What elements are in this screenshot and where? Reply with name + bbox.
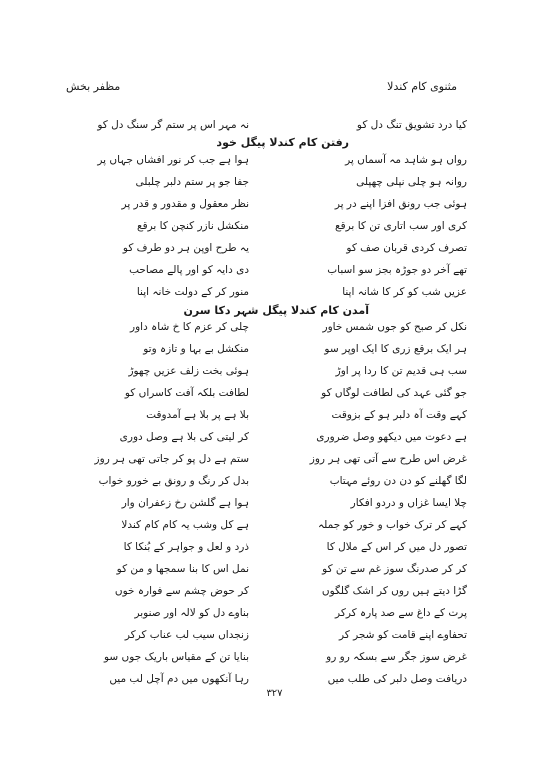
verse-first-hemistich: کری اور سب اتاری تن کا برقع bbox=[335, 220, 467, 232]
verse-first-hemistich: نکل کر صبح کو جوں شمس خاور bbox=[322, 321, 467, 333]
verse-second-hemistich: چلی کر عزم کا خ شاہ داور bbox=[130, 321, 249, 333]
verse-first-hemistich: کہے وقت آہ دلبر ہو کے بزوقت bbox=[331, 409, 467, 421]
verse-first-hemistich: ہر ایک برقع زری کا ایک اوپر سو bbox=[324, 343, 467, 355]
verse-second-hemistich: بنایا تن کے مقیاس باریک جوں سو bbox=[104, 651, 249, 663]
verse-second-hemistich: ہوئی بخت زلف عزیں چھوڑ bbox=[128, 365, 249, 377]
verse-first-hemistich: غرض سوز جگر سے بسکہ رو رو bbox=[326, 651, 467, 663]
verse-second-hemistich: بناوے دل کو لالہ اور صنوبر bbox=[134, 607, 249, 619]
verse-second-hemistich: منکشل نازر کنچن کا برقع bbox=[137, 220, 249, 232]
verse-first-hemistich: کیا درد تشویق تنگ دل کو bbox=[356, 119, 467, 131]
verse-second-hemistich: منکشل بے بہا و تازہ وتو bbox=[143, 343, 249, 355]
verse-second-hemistich: بدل کر رنگ و رونق بے خورو خواب bbox=[98, 475, 249, 487]
verse-second-hemistich: ستم ہے دل پو کر جاتی تھی ہر روز bbox=[94, 453, 249, 465]
verse-first-hemistich: ہوئی جب رونق افزا اپنے در پر bbox=[334, 198, 467, 210]
verse-first-hemistich: روانہ ہو چلی نپلی چھپلی bbox=[356, 176, 467, 188]
verse-first-hemistich: لگا گھلنے کو دن دن روئے مہتاب bbox=[329, 475, 467, 487]
section-heading: رفتن کام کندلا پیگل خود bbox=[216, 136, 349, 149]
verse-first-hemistich: ہے دعوت میں دیکھو وصل ضروری bbox=[316, 431, 467, 443]
verse-second-hemistich: کر حوض چشم سے فوارہ خوں bbox=[114, 585, 249, 597]
verse-first-hemistich: غرض اس طرح سے آتی تھی ہر روز bbox=[309, 453, 467, 465]
verse-first-hemistich: تھے آخر دو جوڑہ بجز سو اسباب bbox=[327, 264, 467, 276]
verse-second-hemistich: ہوا ہے گلشن رخ زعفران وار bbox=[121, 497, 249, 509]
verse-first-hemistich: جو گئی عہد کی لطافت لوگاں کو bbox=[321, 387, 467, 399]
verse-second-hemistich: بلا ہے پر بلا ہے آمدوقت bbox=[146, 409, 249, 421]
verse-second-hemistich: کر لیتی کی بلا ہے وصل دوری bbox=[119, 431, 249, 443]
header-left-author: مظفر بخش bbox=[66, 80, 121, 93]
verse-second-hemistich: دی دایہ کو اور پالے مصاحب bbox=[129, 264, 249, 276]
verse-first-hemistich: رواں ہو شاہد مہ آسماں پر bbox=[345, 154, 467, 166]
verse-first-hemistich: دریافت وصل دلبر کی طلب میں bbox=[327, 673, 467, 685]
verse-first-hemistich: گڑا دیتے ہیں روں کر اشک گلگوں bbox=[321, 585, 467, 597]
verse-second-hemistich: ذرد و لعل و جواہر کے بُنکا کا bbox=[123, 541, 249, 553]
verse-first-hemistich: کہے کر ترک خواب و خور کو جملہ bbox=[318, 519, 467, 531]
verse-second-hemistich: نہ مہر اس پر ستم گر سنگ دل کو bbox=[97, 119, 249, 131]
verse-first-hemistich: پرت کے داغ سے صد پارہ کرکر bbox=[335, 607, 467, 619]
verse-second-hemistich: جفا جو پر ستم دلبر چلبلی bbox=[135, 176, 249, 188]
verse-first-hemistich: عزیں شب کو کر کا شانہ اپنا bbox=[342, 286, 467, 298]
verse-second-hemistich: منور کر کے دولت خانہ اپنا bbox=[136, 286, 249, 298]
page-number: ۳۲۷ bbox=[266, 688, 283, 699]
verse-first-hemistich: سب ہی قدیم تن کا ردا پر اوڑ bbox=[335, 365, 467, 377]
verse-second-hemistich: رہا آنکھوں میں دم آچل لب میں bbox=[109, 673, 249, 685]
verse-second-hemistich: یہ طرح اوپن ہر دو طرف کو bbox=[122, 242, 249, 254]
verse-second-hemistich: ہوا ہے جب کر نور افشاں جہاں پر bbox=[97, 154, 249, 166]
verse-second-hemistich: ہے کل وشب یہ کام کام کندلا bbox=[121, 519, 249, 531]
verse-second-hemistich: لطافت بلکہ آفت کاسراں کو bbox=[124, 387, 249, 399]
section-heading: آمدن کام کندلا پیگل شہر دکا سرن bbox=[183, 304, 369, 317]
verse-second-hemistich: نمل اس کا بنا سمجھا و من کو bbox=[116, 563, 249, 575]
verse-first-hemistich: کر کر صدرنگ سوز غم سے تن کو bbox=[322, 563, 467, 575]
header-right-title: مثنوی کام کندلا bbox=[387, 80, 457, 93]
verse-first-hemistich: تصور دل میں کر اس کے ملال کا bbox=[326, 541, 467, 553]
verse-first-hemistich: تحفاوے اپنے قامت کو شجر کر bbox=[338, 629, 467, 641]
verse-second-hemistich: زنجداں سیب لب عناب کرکر bbox=[124, 629, 249, 641]
verse-first-hemistich: تصرف کردی قربان صف کو bbox=[346, 242, 467, 254]
verse-second-hemistich: نظر معقول و مقدور و قدر پر bbox=[121, 198, 249, 210]
verse-first-hemistich: چلا ایسا غزاں و دردو افکار bbox=[350, 497, 467, 509]
